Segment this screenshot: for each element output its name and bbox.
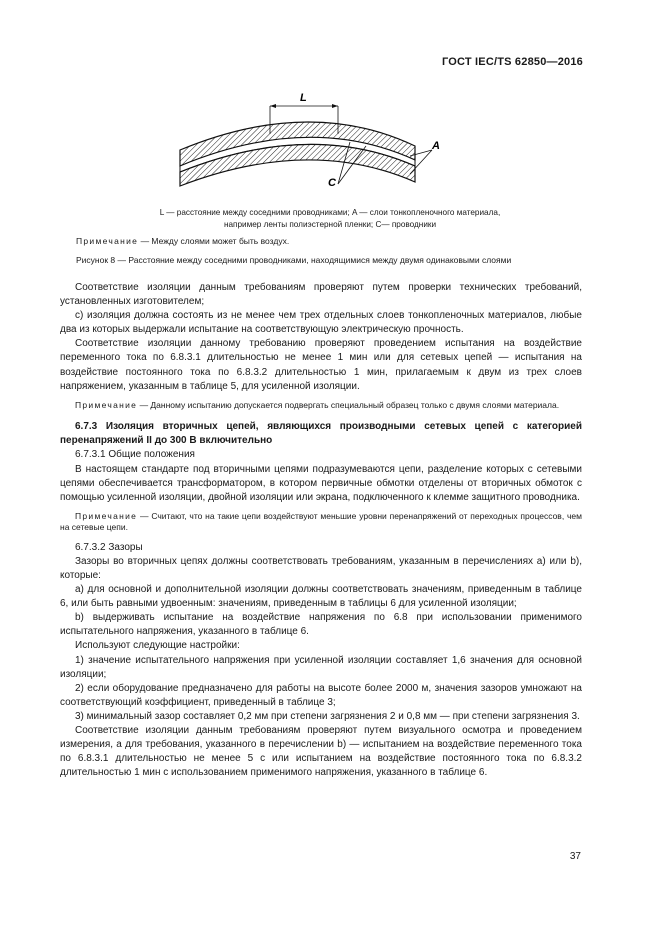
page-number: 37	[569, 851, 581, 862]
subsection-heading: 6.7.3.1 Общие положения	[75, 449, 195, 461]
note-label: Примечание	[75, 399, 138, 410]
figure-title: Рисунок 8 — Расстояние между соседними проводниками, находящимися между двумя одинаковыми слоями	[76, 255, 512, 265]
subsection-heading: 6.7.3.2 Зазоры	[75, 541, 143, 553]
note-text: — Данному испытанию допускается подвергать специальный образец только с двумя слоями материала.	[137, 399, 560, 410]
note-label: Примечание	[76, 236, 139, 246]
standard-header: ГОСТ IEC/TS 62850—2016	[441, 56, 583, 68]
paragraph: Зазоры во вторичных цепях должны соответствовать требованиям, указанным в перечислениях а) или b), которые:	[60, 555, 582, 581]
paragraph: 2) если оборудование предназначено для работы на высоте более 2000 м, значения зазоров умножают на соответствующий коэффициент, приведенный в таблице 3;	[60, 682, 582, 708]
note-label: Примечание	[75, 510, 138, 521]
paragraph: Используют следующие настройки:	[75, 640, 240, 652]
paragraph: а) для основной и дополнительной изоляции должны соответствовать значениям, приведенным в таблице 6, или быть равными удвоенным: значениям, приведенным в таблицы 6 для усиленной изоляции;	[60, 584, 582, 610]
paragraph: Соответствие изоляции данным требованиям проверяют путем визуального осмотра и проведением измерения, а для требования, указанного в перечислении b) — испытанием на воздействие переменного тока по 6.8.3.1 длительностью не менее 5 с или испытанием на воздействие постоянного тока по 6.8.3.2 длительностью 1 мин с использованием применимого напряжения, указанного в таблице 6.	[60, 725, 582, 779]
label-L: L	[300, 92, 307, 104]
label-A: A	[432, 140, 440, 152]
figure-8-diagram	[170, 86, 460, 194]
note-text: — Считают, что на такие цепи воздействуют меньшие уровни перенапряжений от переходных процессов, чем на сетевые цепи.	[60, 510, 582, 533]
section-heading: 6.7.3 Изоляция вторичных цепей, являющихся производными сетевых цепей с категорией перенапряжений II до 300 В включительно	[60, 421, 582, 447]
legend-line-2: например ленты полиэстерной пленки; C— проводники	[223, 219, 437, 229]
figure-legend	[120, 207, 540, 230]
body-text	[60, 281, 582, 780]
paragraph: с) изоляция должна состоять из не менее чем трех отдельных слоев тонкопленочных материалов, любые два из которых выдержали испытание на соответствующую электрическую прочность.	[60, 310, 582, 336]
note-paragraph	[60, 400, 582, 412]
label-C: C	[328, 177, 336, 189]
paragraph: В настоящем стандарте под вторичными цепями подразумеваются цепи, разделение которых с сетевыми цепями обеспечивается трансформатором, в котором первичные обмотки отделены от вторичных обмоток с помощью усиленной изоляции, двойной изоляции или экрана, подключенного к клемме защитного проводника.	[60, 463, 582, 503]
paragraph: Соответствие изоляции данным требованиям проверяют путем проверки технических требований, установленных изготовителем;	[60, 282, 582, 308]
paragraph: b) выдерживать испытание на воздействие напряжения по 6.8 при использовании применимого испытательного напряжения, указанного в таблице 6.	[60, 612, 582, 638]
figure-note	[76, 236, 289, 246]
paragraph: 3) минимальный зазор составляет 0,2 мм при степени загрязнения 2 и 0,8 мм — при степени загрязнения 3.	[75, 710, 580, 722]
note-text: — Между слоями может быть воздух.	[138, 236, 290, 246]
paragraph: Соответствие изоляции данному требованию проверяют проведением испытания на воздействие переменного тока по 6.8.3.1 длительностью не менее 1 мин или для сетевых цепей — испытания на воздействие постоянного тока по 6.8.3.2 длительностью 1 мин, прилагаемым к двум из трех слоев напряжением, указанным в таблице 5, для усиленной изоляции.	[60, 338, 582, 392]
note-paragraph	[60, 511, 582, 534]
legend-line-1: L — расстояние между соседними проводниками; A — слои тонкопленочного материала,	[159, 208, 501, 217]
paragraph: 1) значение испытательного напряжения при усиленной изоляции составляет 1,6 значения для основной изоляции;	[60, 654, 582, 680]
